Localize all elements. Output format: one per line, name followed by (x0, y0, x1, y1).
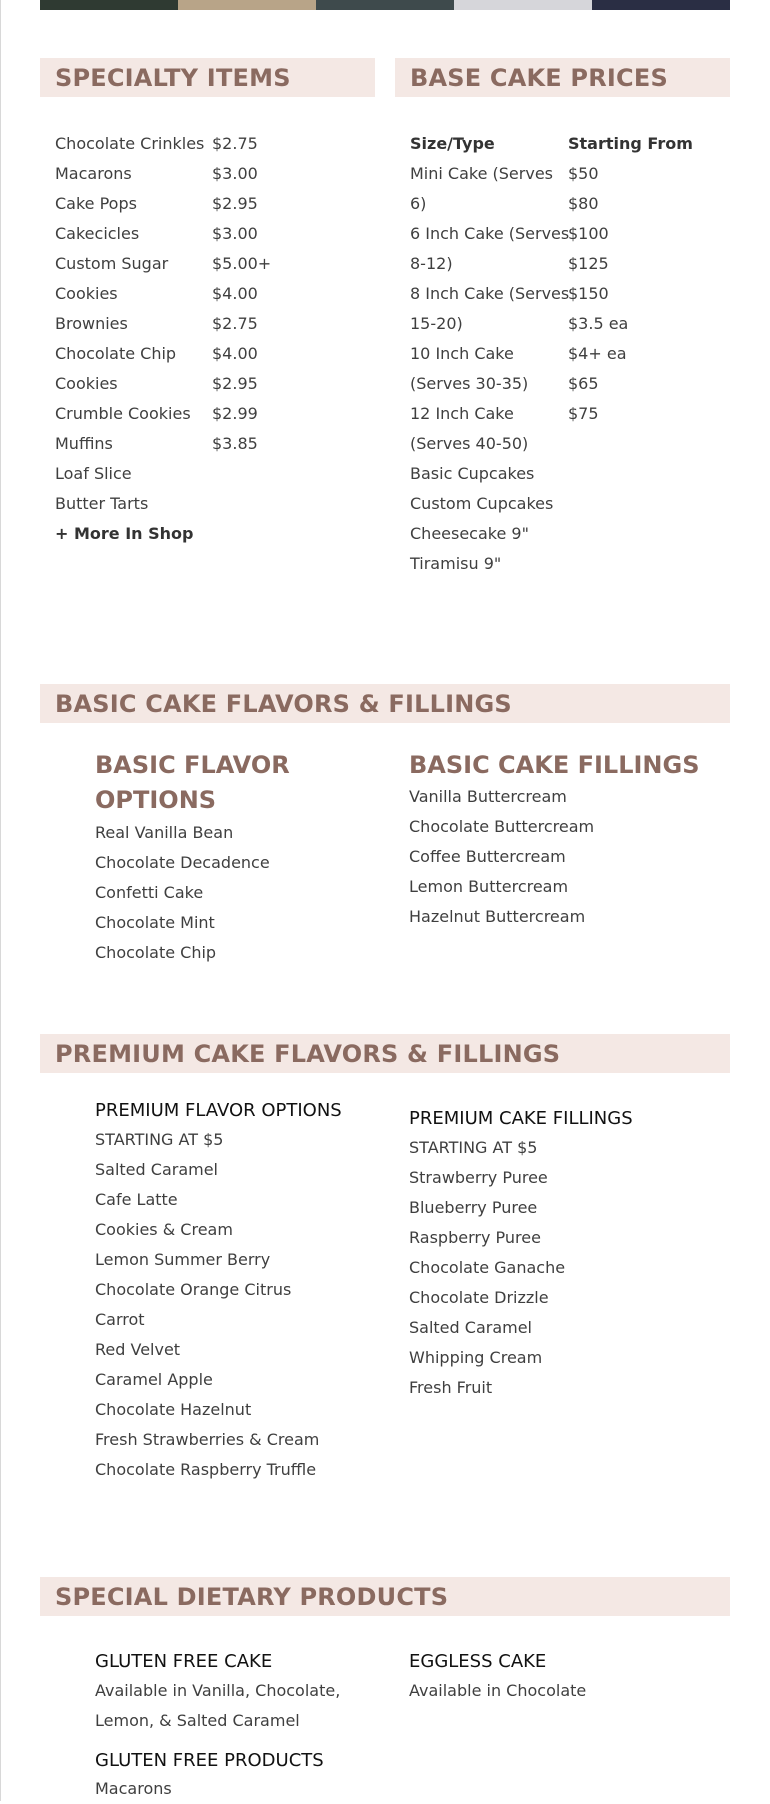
premium-title: PREMIUM CAKE FLAVORS & FILLINGS (55, 1040, 561, 1068)
specialty-item-name: Cookies (55, 374, 118, 393)
specialty-item-price: $2.75 (212, 314, 258, 333)
specialty-item-name: Butter Tarts (55, 494, 149, 513)
base-starting-price: $4+ ea (568, 344, 627, 363)
dietary-title: SPECIAL DIETARY PRODUCTS (55, 1583, 449, 1611)
photo-thumbnail (454, 0, 592, 10)
photo-strip (40, 0, 730, 10)
basic-filling-item: Coffee Buttercream (409, 847, 566, 866)
gluten-free-products-title: GLUTEN FREE PRODUCTS (95, 1750, 324, 1771)
base-starting-price: $65 (568, 374, 599, 393)
base-prices-title: BASE CAKE PRICES (410, 64, 668, 92)
premium-flavor-item: Carrot (95, 1310, 145, 1329)
base-starting-price: $3.5 ea (568, 314, 629, 333)
premium-flavor-item: Red Velvet (95, 1340, 181, 1359)
size-type-header: Size/Type (410, 134, 495, 153)
specialty-item-name: Cakecicles (55, 224, 140, 243)
specialty-item-price: $3.00 (212, 224, 258, 243)
basic-flavor-item: Real Vanilla Bean (95, 823, 234, 842)
base-size-type: Tiramisu 9" (410, 554, 502, 573)
premium-cake-fillings-title: PREMIUM CAKE FILLINGS (409, 1108, 633, 1129)
premium-flavor-item: Cookies & Cream (95, 1220, 233, 1239)
basic-flavor-title-line2: OPTIONS (95, 786, 217, 814)
premium-flavor-item: Chocolate Raspberry Truffle (95, 1460, 317, 1479)
specialty-item-price: $4.00 (212, 284, 258, 303)
specialty-item-price: $2.95 (212, 374, 258, 393)
premium-flavor-item: Caramel Apple (95, 1370, 213, 1389)
base-starting-price: $125 (568, 254, 609, 273)
specialty-item-price: $2.99 (212, 404, 258, 423)
photo-thumbnail (592, 0, 730, 10)
premium-filling-item: STARTING AT $5 (409, 1138, 538, 1157)
basic-flavor-options-title (95, 748, 290, 818)
base-size-type: Basic Cupcakes (410, 464, 535, 483)
premium-flavor-item: Salted Caramel (95, 1160, 218, 1179)
specialty-item-name: Macarons (55, 164, 132, 183)
gluten-free-cake-title: GLUTEN FREE CAKE (95, 1651, 273, 1672)
base-size-type: (Serves 40-50) (410, 434, 529, 453)
eggless-cake-line: Available in Chocolate (409, 1681, 587, 1700)
basic-flavor-item: Chocolate Decadence (95, 853, 270, 872)
specialty-item-name: Brownies (55, 314, 128, 333)
specialty-item-name: Crumble Cookies (55, 404, 191, 423)
premium-filling-item: Raspberry Puree (409, 1228, 541, 1247)
premium-filling-item: Blueberry Puree (409, 1198, 538, 1217)
specialty-item-name: Chocolate Chip (55, 344, 177, 363)
photo-thumbnail (178, 0, 316, 10)
more-in-shop-link[interactable]: + More In Shop (55, 524, 194, 543)
premium-filling-item: Strawberry Puree (409, 1168, 548, 1187)
specialty-item-name: Muffins (55, 434, 113, 453)
specialty-item-name: Cookies (55, 284, 118, 303)
basic-filling-item: Hazelnut Buttercream (409, 907, 586, 926)
specialty-item-price: $5.00+ (212, 254, 272, 273)
basic-filling-item: Lemon Buttercream (409, 877, 569, 896)
base-size-type: 10 Inch Cake (410, 344, 514, 363)
specialty-item-price: $4.00 (212, 344, 258, 363)
specialty-item-price: $2.75 (212, 134, 258, 153)
basic-filling-item: Vanilla Buttercream (409, 787, 567, 806)
specialty-item-name: Custom Sugar (55, 254, 169, 273)
basic-flavor-item: Chocolate Mint (95, 913, 215, 932)
page-left-border (0, 0, 1, 1801)
gluten-free-product-item: Macarons (95, 1779, 172, 1798)
base-starting-price: $150 (568, 284, 609, 303)
base-size-type: Cheesecake 9" (410, 524, 529, 543)
specialty-title: SPECIALTY ITEMS (55, 64, 291, 92)
base-size-type: Custom Cupcakes (410, 494, 554, 513)
premium-filling-item: Chocolate Drizzle (409, 1288, 549, 1307)
basic-title: BASIC CAKE FLAVORS & FILLINGS (55, 690, 512, 718)
basic-flavor-title-line1: BASIC FLAVOR (95, 751, 290, 779)
premium-filling-item: Fresh Fruit (409, 1378, 493, 1397)
base-starting-price: $50 (568, 164, 599, 183)
premium-flavor-item: Chocolate Orange Citrus (95, 1280, 292, 1299)
premium-flavor-options-title: PREMIUM FLAVOR OPTIONS (95, 1100, 342, 1121)
base-starting-price: $100 (568, 224, 609, 243)
specialty-item-price: $3.85 (212, 434, 258, 453)
basic-filling-item: Chocolate Buttercream (409, 817, 595, 836)
specialty-item-price: $2.95 (212, 194, 258, 213)
base-size-type: 12 Inch Cake (410, 404, 514, 423)
base-size-type: 8-12) (410, 254, 453, 273)
eggless-cake-title: EGGLESS CAKE (409, 1651, 547, 1672)
base-size-type: (Serves 30-35) (410, 374, 529, 393)
premium-filling-item: Salted Caramel (409, 1318, 532, 1337)
premium-header-band (40, 1034, 730, 1073)
premium-flavor-item: Cafe Latte (95, 1190, 178, 1209)
basic-header-band (40, 684, 730, 723)
photo-thumbnail (40, 0, 178, 10)
premium-flavor-item: Lemon Summer Berry (95, 1250, 271, 1269)
starting-from-header: Starting From (568, 134, 693, 153)
base-size-type: 15-20) (410, 314, 463, 333)
gluten-free-cake-line: Available in Vanilla, Chocolate, (95, 1681, 341, 1700)
specialty-item-price: $3.00 (212, 164, 258, 183)
base-size-type: 8 Inch Cake (Serves (410, 284, 570, 303)
specialty-item-name: Chocolate Crinkles (55, 134, 205, 153)
base-size-type: Mini Cake (Serves (410, 164, 553, 183)
base-prices-header-band (395, 58, 730, 97)
dietary-header-band (40, 1577, 730, 1616)
basic-cake-fillings-title: BASIC CAKE FILLINGS (409, 751, 700, 779)
premium-filling-item: Chocolate Ganache (409, 1258, 566, 1277)
premium-flavor-item: Chocolate Hazelnut (95, 1400, 252, 1419)
basic-flavor-item: Chocolate Chip (95, 943, 217, 962)
base-starting-price: $75 (568, 404, 599, 423)
premium-flavor-item: STARTING AT $5 (95, 1130, 224, 1149)
base-size-type: 6) (410, 194, 427, 213)
base-size-type: 6 Inch Cake (Serves (410, 224, 570, 243)
premium-filling-item: Whipping Cream (409, 1348, 543, 1367)
gluten-free-cake-line: Lemon, & Salted Caramel (95, 1711, 300, 1730)
base-starting-price: $80 (568, 194, 599, 213)
premium-flavor-item: Fresh Strawberries & Cream (95, 1430, 320, 1449)
photo-thumbnail (316, 0, 454, 10)
basic-flavor-item: Confetti Cake (95, 883, 204, 902)
specialty-header-band (40, 58, 375, 97)
specialty-item-name: Cake Pops (55, 194, 137, 213)
specialty-item-name: Loaf Slice (55, 464, 132, 483)
